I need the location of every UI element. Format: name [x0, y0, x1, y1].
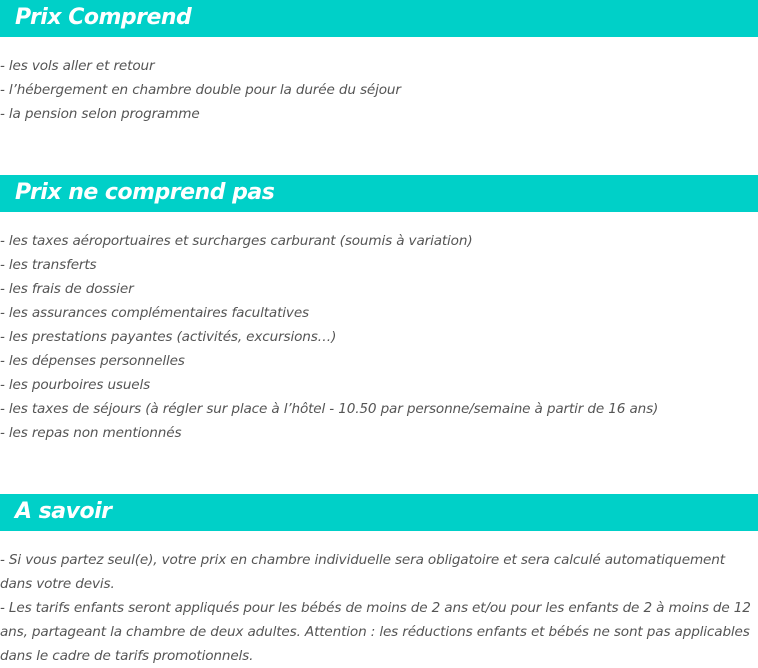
section-prix-comprend — [0, 0, 758, 126]
section-prix-ne-comprend-pas — [0, 175, 758, 445]
excluded-list — [0, 229, 758, 445]
list-item: - les vols aller et retour — [0, 58, 155, 74]
section-header-bar — [0, 494, 758, 531]
list-item: - les pourboires usuels — [0, 377, 151, 393]
list-item: - les frais de dossier — [0, 281, 134, 297]
list-item: - les repas non mentionnés — [0, 425, 182, 441]
list-item: - les assurances complémentaires facultatives — [0, 305, 309, 321]
list-item: - la pension selon programme — [0, 106, 200, 122]
info-paragraph: - Si vous partez seul(e), votre prix en chambre individuelle sera obligatoire et sera calculé automatiquement dans votre devis. — [0, 552, 725, 592]
list-item: - les taxes aéroportuaires et surcharges carburant (soumis à variation) — [0, 233, 473, 249]
section-a-savoir — [0, 494, 758, 668]
list-item: - les dépenses personnelles — [0, 353, 185, 369]
section-title: A savoir — [15, 499, 112, 524]
list-item: - les transferts — [0, 257, 97, 273]
info-paragraphs — [0, 548, 758, 668]
included-list — [0, 54, 758, 126]
section-title: Prix Comprend — [15, 5, 192, 30]
section-header-bar — [0, 0, 758, 37]
section-header-bar — [0, 175, 758, 212]
list-item: - l’hébergement en chambre double pour la durée du séjour — [0, 82, 401, 98]
section-title: Prix ne comprend pas — [15, 180, 275, 205]
info-paragraph: - Les tarifs enfants seront appliqués pour les bébés de moins de 2 ans et/ou pour les enfants de 2 à moins de 12 ans, partageant la chambre de deux adultes. Attention : les réductions enfants et bébés ne sont pas applicables dans le cadre de tarifs promotionnels. — [0, 600, 751, 664]
list-item: - les taxes de séjours (à régler sur place à l’hôtel - 10.50 par personne/semaine à partir de 16 ans) — [0, 401, 659, 417]
list-item: - les prestations payantes (activités, excursions…) — [0, 329, 337, 345]
